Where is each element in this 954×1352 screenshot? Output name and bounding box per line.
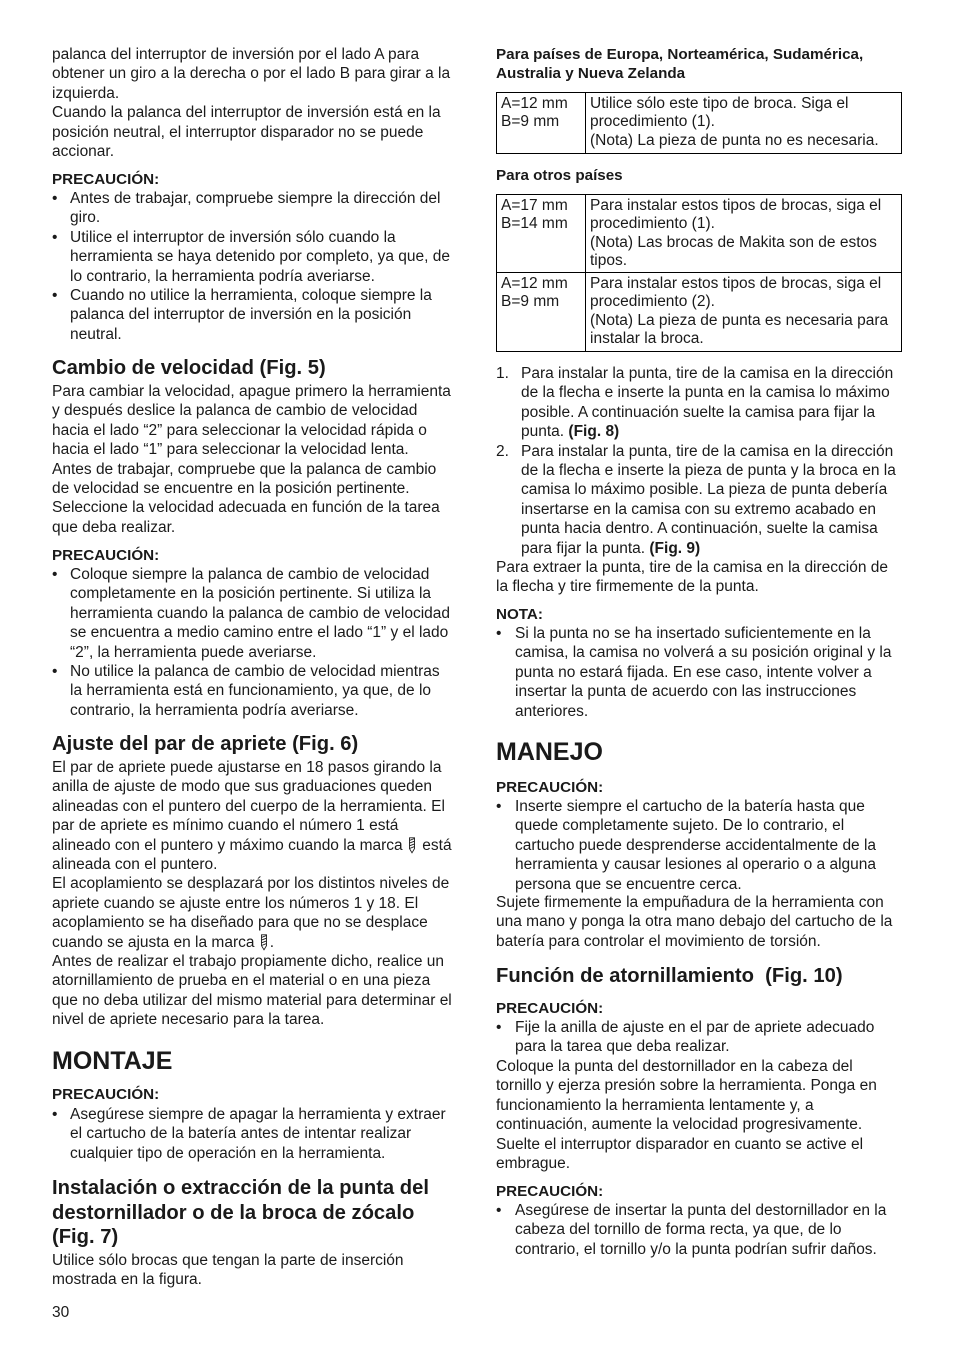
speed-paragraph: Para cambiar la velocidad, apague primero la herramienta y después deslice la palanca de cambio de velocidad hacia el lado “2” para seleccionar la velocidad rápida o hacia el lado “1” para seleccionar la velocidad lenta. Antes de trabajar, compruebe que la palanca de cambio de velocidad se encuentre en la posición pertinente. Seleccione la velocidad adecuada en función de la tarea que deba realizar. — [52, 383, 451, 536]
caution-label: PRECAUCIÓN: — [496, 1000, 604, 1017]
note-label: NOTA: — [496, 606, 543, 623]
caution-label: PRECAUCIÓN: — [52, 1086, 160, 1103]
list-item-text: • Si la punta no se ha insertado suficientemente en la camisa, la camisa no volverá a su posición original y la punta no estará fijada. En ese caso, intente volver a insertar la punta de acuerdo con las instrucciones anteriores. — [515, 625, 892, 720]
list-item-text: • No utilice la palanca de cambio de velocidad mientras la herramienta está en funcionamiento, ya que, de lo contrario, la herramienta podría averiarse. — [70, 663, 440, 719]
list-item — [52, 565, 472, 662]
table-heading-other: Para otros países — [496, 167, 623, 184]
caution-label: PRECAUCIÓN: — [496, 779, 604, 796]
section-heading-bit-install: Instalación o extracción de la punta del destornillador o de la broca de zócalo (Fig. 7) — [52, 1177, 429, 1248]
step-number: 2. — [496, 442, 509, 460]
caution-list — [496, 1201, 926, 1259]
table-cell-size: A=12 mm B=9 mm — [497, 93, 586, 154]
list-item-text: • Asegúrese siempre de apagar la herramienta y extraer el cartucho de la batería antes de intentar realizar cualquier tipo de operación en la herramienta. — [70, 1106, 446, 1162]
figure-reference: (Fig. 8) — [568, 423, 620, 441]
caution-list — [52, 189, 472, 344]
list-item — [496, 1018, 926, 1057]
list-item — [52, 189, 472, 228]
caution-list — [496, 1018, 926, 1057]
list-item-text: • Cuando no utilice la herramienta, coloque siempre la palanca del interruptor de inversión en la posición neutral. — [70, 287, 432, 343]
list-item-text: • Fije la anilla de ajuste en el par de apriete adecuado para la tarea que deba realizar. — [515, 1019, 875, 1056]
list-item-text: • Asegúrese de insertar la punta del destornillador en la cabeza del tornillo de forma recta, ya que, de lo contrario, el tornillo y/o la punta podrían sufrir daños. — [515, 1202, 887, 1258]
chapter-title-manejo: MANEJO — [496, 738, 603, 766]
caution-list — [52, 1105, 472, 1163]
intro-paragraph: palanca del interruptor de inversión por el lado A para obtener un giro a la derecha o por el lado B para girar a la izquierda. Cuando la palanca del interruptor de inversión está en la posición neutral, el interruptor disparador no se puede accionar. — [52, 46, 451, 161]
list-item — [496, 797, 926, 894]
torque-text: está alineada con el puntero. El acoplamiento se desplazará por los distintos niveles de apriete cuando se ajuste entre los números 1 y 18. El acoplamiento se ha diseñado para que no se desplace cuando se ajusta en la marca — [52, 836, 452, 951]
step-body — [521, 442, 896, 558]
list-item-text: • Inserte siempre el cartucho de la batería hasta que quede completamente sujeto. De lo contrario, el cartucho puede desprenderse accidentalmente de la herramienta y causar lesiones al operario o a alguna persona que se encuentre cerca. — [515, 798, 877, 893]
list-item — [52, 228, 472, 286]
table-heading-europe: Para países de Europa, Norteamérica, Sudamérica, Australia y Nueva Zelanda — [496, 46, 864, 82]
torque-text: El par de apriete puede ajustarse en 18 pasos girando la anilla de ajuste de modo que sus graduaciones queden alineadas con el puntero del cuerpo de la herramienta. El par de apriete es mínimo cuando el número 1 está alineado con el puntero y máximo cuando la marca — [52, 759, 445, 854]
list-item — [52, 1105, 472, 1163]
section-heading-torque: Ajuste del par de apriete (Fig. 6) — [52, 733, 359, 755]
bit-size-table-other — [496, 194, 902, 352]
list-item-text: • Utilice el interruptor de inversión sólo cuando la herramienta se haya detenido por completo, ya que, de lo contrario, la herramienta podría averiarse. — [70, 228, 450, 285]
caution-label: PRECAUCIÓN: — [52, 547, 160, 564]
list-item — [52, 662, 472, 720]
bit-install-paragraph: Utilice sólo brocas que tengan la parte de inserción mostrada en la figura. — [52, 1252, 404, 1289]
manejo-paragraph: Sujete firmemente la empuñadura de la herramienta con una mano y ponga la otra mano debajo del cartucho de la batería para controlar el movimiento de torsión. — [496, 894, 893, 950]
step-item — [496, 442, 926, 558]
torque-paragraph — [52, 758, 472, 1030]
remove-bit-paragraph: Para extraer la punta, tire de la camisa en la dirección de la flecha y tire firmemente de la punta. — [496, 559, 889, 596]
table-cell-description: Para instalar estos tipos de brocas, siga el procedimiento (2). (Nota) La pieza de punta es necesaria para instalar la broca. — [586, 273, 902, 352]
table-cell-description: Utilice sólo este tipo de broca. Siga el procedimiento (1). (Nota) La pieza de punta no es necesaria. — [586, 93, 902, 154]
table-cell-size: A=17 mm B=14 mm — [497, 195, 586, 273]
step-number: 1. — [496, 365, 509, 382]
bit-size-table-europe — [496, 92, 902, 154]
list-item — [52, 286, 472, 344]
caution-list — [52, 565, 472, 720]
caution-label: PRECAUCIÓN: — [52, 171, 160, 188]
step-item — [496, 364, 926, 442]
note-list — [496, 624, 926, 721]
step-text: Para instalar la punta, tire de la camisa en la dirección de la flecha e inserte la pieza de punta y la broca en la camisa lo máximo posible. La pieza de punta debería insertarse en la camisa con su extremo acabado en punta hacia dentro. A continuación, suelte la camisa para fijar la punta. — [521, 442, 896, 557]
list-item-text: • Coloque siempre la palanca de cambio de velocidad completamente en la posición pertinente. Si utiliza la herramienta cuando la palanca de cambio de velocidad se encuentra a medio camino entre el lado “1” y el lado “2”, la herramienta puede averiarse. — [70, 566, 450, 661]
list-item — [496, 624, 926, 721]
section-heading-screwdriving: Función de atornillamiento (Fig. 10) — [496, 965, 843, 987]
table-cell-size: A=12 mm B=9 mm — [497, 273, 586, 352]
page-number: 30 — [52, 1304, 70, 1321]
caution-list — [496, 797, 926, 894]
chapter-title-montaje: MONTAJE — [52, 1047, 173, 1075]
drill-mark-icon — [407, 837, 418, 854]
list-item — [496, 1201, 926, 1259]
install-steps-list — [496, 364, 926, 558]
torque-text: . Antes de realizar el trabajo propiamente dicho, realice un atornillamiento de prueba en el material o en una pieza que no deba utilizar del mismo material para determinar el nivel de apriete necesario para la tarea. — [52, 933, 452, 1029]
section-heading-speed: Cambio de velocidad (Fig. 5) — [52, 357, 326, 379]
caution-label: PRECAUCIÓN: — [496, 1183, 604, 1200]
table-cell-description: Para instalar estos tipos de brocas, siga el procedimiento (1). (Nota) Las brocas de Makita son de estos tipos. — [586, 195, 902, 273]
list-item-text: • Antes de trabajar, compruebe siempre la dirección del giro. — [70, 190, 441, 227]
step-body — [521, 364, 893, 442]
drill-mark-icon — [259, 934, 270, 951]
figure-reference: (Fig. 9) — [649, 539, 701, 557]
step-text: Para instalar la punta, tire de la camisa en la dirección de la flecha e inserte la punta en la camisa lo máximo posible. A continuación suelte la camisa para fijar la punta. — [521, 365, 894, 441]
screwdriving-paragraph: Coloque la punta del destornillador en la cabeza del tornillo y ejerza presión sobre la herramienta. Ponga en funcionamiento la herramienta lentamente y, a continuación, aumente la velocidad progresivamente. Suelte el interruptor disparador en cuanto se active el embrague. — [496, 1058, 877, 1173]
